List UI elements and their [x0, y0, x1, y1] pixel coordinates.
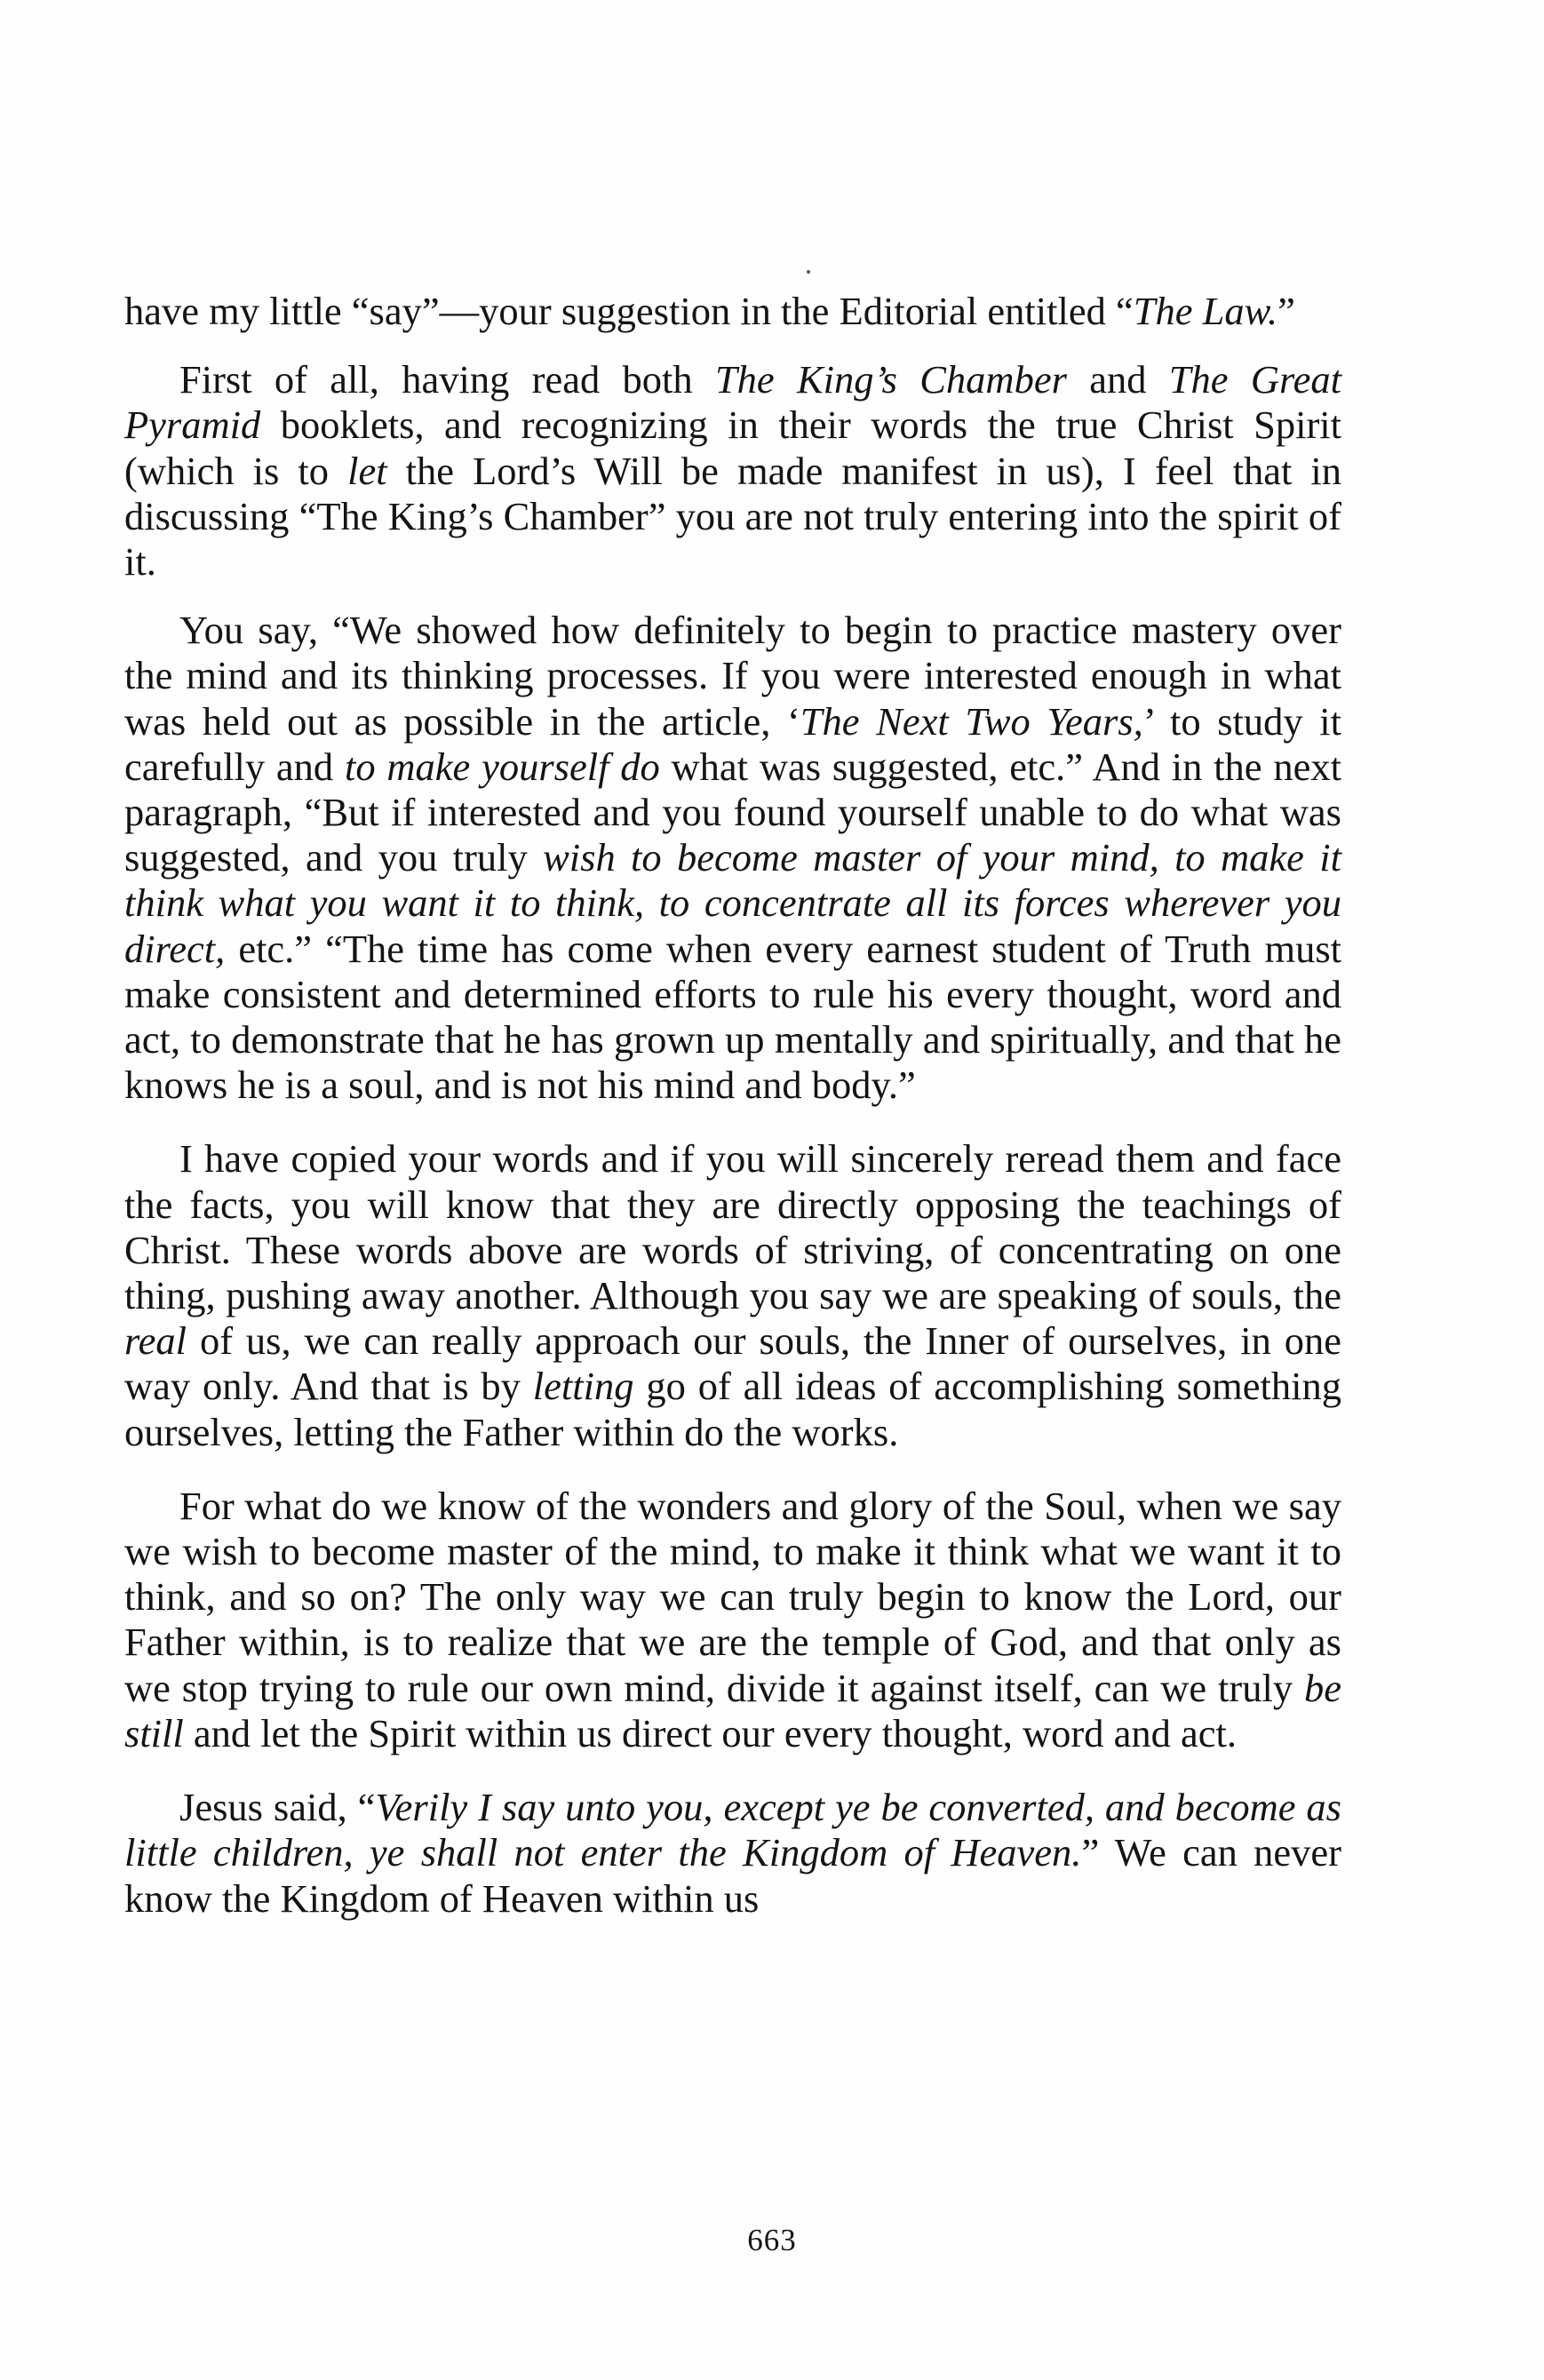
italic-text: be still [124, 1665, 1341, 1755]
paragraph [124, 1484, 1341, 1756]
paragraph [124, 1785, 1341, 1922]
italic-text: to make yourself do [344, 744, 660, 789]
paragraph [124, 608, 1341, 1108]
paragraph [124, 357, 1341, 585]
text-run: ” We can never know the Kingdom of Heaven within us [124, 1830, 1342, 1921]
italic-text: let [347, 448, 387, 493]
paragraph [124, 289, 1341, 334]
text-run: You say, “We showed how definitely to begin to practice mastery over the mind and its thinking processes. If you were interested enough in what was held out as possible in the article, ‘ [124, 608, 1341, 744]
paragraph [124, 1136, 1341, 1454]
italic-text: The Law. [1133, 289, 1278, 333]
text-run: of us, we can really approach our souls, the Inner of ourselves, in one way only. And that is by [124, 1318, 1341, 1409]
text-run: First of all, having read both [179, 357, 715, 402]
text-run: and [1066, 357, 1169, 402]
text-run: I have copied your words and if you will sincerely reread them and face the facts, you will know that they are directly opposing the teachings of Christ. These words above are words of striving, of concentrating on one thing, pushing away another. Although you say we are speaking of souls, the [124, 1136, 1341, 1318]
ink-speck [807, 270, 810, 274]
text-run: have my little “say”—your suggestion in the Editorial entitled “ [124, 289, 1134, 333]
italic-text: The King’s Chamber [714, 357, 1067, 402]
text-run: etc.” “The time has come when every earnest student of Truth must make consistent and determined efforts to rule his every thought, word and act, to demonstrate that he has grown up mentally and spiritually, and that he knows he is a soul, and is not his mind and body.” [124, 926, 1341, 1108]
text-run: ’ to study it carefully and [124, 698, 1342, 789]
italic-text: The Next Two Years, [800, 698, 1143, 744]
text-run: For what do we know of the wonders and glory of the Soul, when we say we wish to become master of the mind, to make it think what we want it to think, and so on? The only way we can truly begin to know the Lord, our Father within, is to realize that we are the temple of God, and that only as we stop trying to rule our own mind, divide it against itself, can we truly [124, 1483, 1341, 1710]
italic-text: The Great Pyramid [124, 357, 1341, 448]
page-number: 663 [747, 2223, 797, 2257]
text-run: and let the Spirit within us direct our every thought, word and act. [183, 1710, 1237, 1755]
italic-text: Verily I say unto you, except ye be converted, and become as little children, ye shall not enter the Kingdom of Heaven. [124, 1785, 1341, 1875]
text-run: Jesus said, “ [179, 1785, 376, 1830]
italic-text: letting [532, 1364, 634, 1409]
text-run: the Lord’s Will be made manifest in us), I feel that in discussing “The King’s Chamber” you are not truly entering into the spirit of it. [124, 448, 1341, 585]
italic-text: real [124, 1318, 187, 1364]
text-run: go of all ideas of accomplishing something ourselves, letting the Father within do the works. [124, 1364, 1342, 1454]
italic-text: wish to become master of your mind, to make it think what you want it to think, to concentrate all its forces wherever you direct, [124, 835, 1341, 971]
body-text [124, 289, 1341, 1922]
text-run: booklets, and recognizing in their words the true Christ Spirit (which is to [124, 402, 1341, 493]
text-run: ” [1277, 289, 1295, 333]
text-run: what was suggested, etc.” And in the next paragraph, “But if interested and you found yourself unable to do what was suggested, and you truly [124, 744, 1341, 880]
